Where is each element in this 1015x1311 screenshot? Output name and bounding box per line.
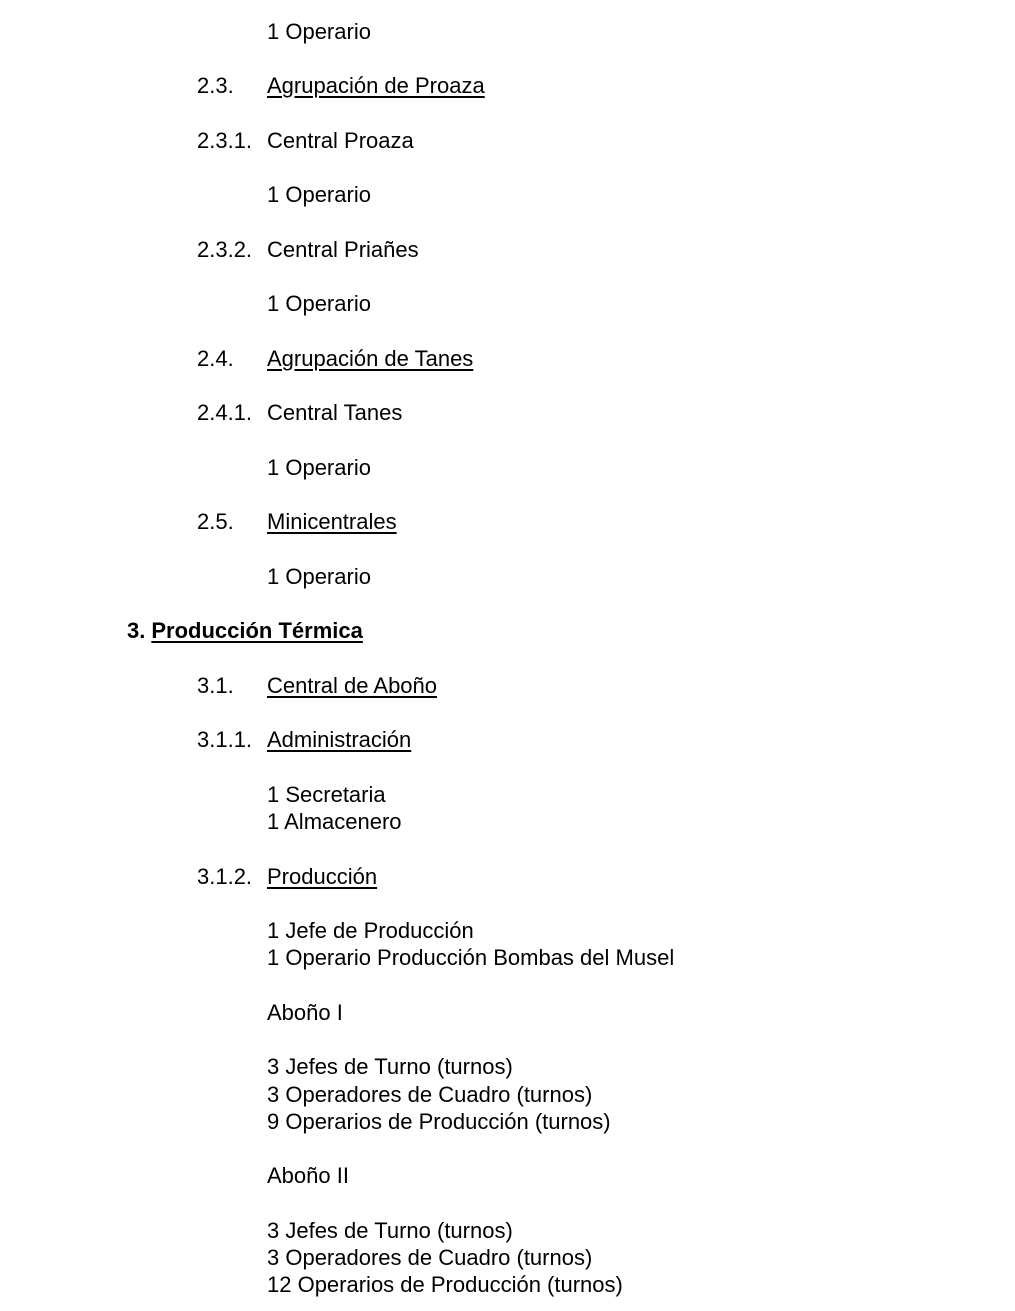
- staff-text: 1 Operario: [267, 291, 371, 316]
- section-title: Central Proaza: [267, 128, 414, 153]
- staff-text: 1 Operario: [267, 182, 371, 207]
- staff-text: 1 Operario: [267, 19, 371, 44]
- staff-text: 12 Operarios de Producción (turnos): [267, 1272, 623, 1297]
- staff-text: 9 Operarios de Producción (turnos): [267, 1109, 611, 1134]
- section-number: 2.4.: [197, 346, 234, 371]
- section-title: Producción: [267, 864, 378, 889]
- main-heading-title: Producción Térmica: [151, 618, 363, 643]
- section-title: Administración: [267, 727, 412, 752]
- staff-text: 3 Jefes de Turno (turnos): [267, 1218, 513, 1243]
- staff-text: 1 Operario: [267, 455, 371, 480]
- section-number: 2.3.1.: [197, 128, 253, 153]
- main-heading-number: 3.: [127, 618, 146, 643]
- section-number: 3.1.2.: [197, 864, 253, 889]
- section-number: 3.1.1.: [197, 727, 253, 752]
- section-number: 3.1.: [197, 673, 234, 698]
- subgroup-title: Aboño I: [267, 1000, 343, 1025]
- section-title: Agrupación de Tanes: [267, 346, 474, 371]
- staff-text: 1 Secretaria: [267, 782, 386, 807]
- staff-text: 1 Operario: [267, 564, 371, 589]
- staff-text: 3 Operadores de Cuadro (turnos): [267, 1245, 593, 1270]
- section-title: Central de Aboño: [267, 673, 438, 698]
- section-title: Central Tanes: [267, 400, 403, 425]
- subgroup-title: Aboño II: [267, 1163, 349, 1188]
- section-title: Central Priañes: [267, 237, 419, 262]
- staff-text: 1 Operario Producción Bombas del Musel: [267, 945, 675, 970]
- main-heading: [127, 618, 363, 644]
- section-number: 2.3.: [197, 73, 234, 98]
- staff-text: 1 Almacenero: [267, 809, 402, 834]
- staff-text: 3 Jefes de Turno (turnos): [267, 1054, 513, 1079]
- section-number: 2.4.1.: [197, 400, 253, 425]
- section-number: 2.3.2.: [197, 237, 253, 262]
- section-title: Agrupación de Proaza: [267, 73, 485, 98]
- staff-text: 3 Operadores de Cuadro (turnos): [267, 1082, 593, 1107]
- section-title: Minicentrales: [267, 509, 397, 534]
- section-number: 2.5.: [197, 509, 234, 534]
- staff-text: 1 Jefe de Producción: [267, 918, 474, 943]
